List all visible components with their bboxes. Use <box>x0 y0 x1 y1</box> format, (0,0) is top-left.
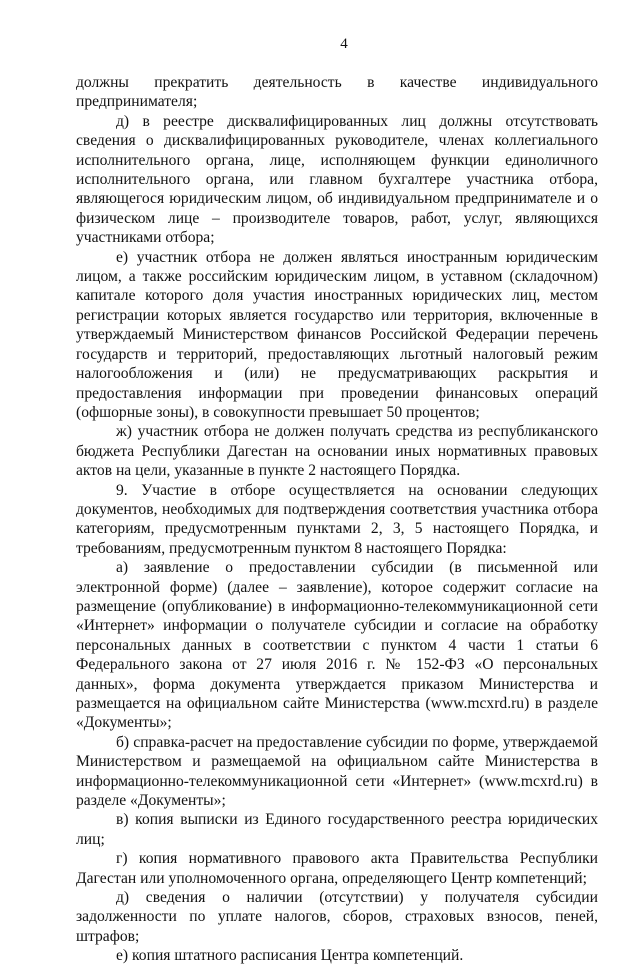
paragraph-item-a-application: а) заявление о предоставлении субсидии (в письменной или электронной форме) (далее – заявление), которое содержит согласие на размещение (опубликование) в информационно-телекоммуникационной сети «Интернет» информации о получателе субсидии и согласие на обработку персональных данных в соответствии с пунктом 4 части 1 статьи 6 Федерального закона от 27 июля 2016 г. № 152-ФЗ «О персональных данных», форма документа утверждается приказом Министерства и размещается на официальном сайте Министерства (www.mcxrd.ru) в разделе «Документы»; <box>76 559 598 732</box>
paragraph-item-g-legal-act: г) копия нормативного правового акта Правительства Республики Дагестан или уполномоченного органа, определяющего Центр компетенций; <box>76 850 598 887</box>
paragraph-section-9: 9. Участие в отборе осуществляется на основании следующих документов, необходимых для подтверждения соответствия участника отбора категориям, предусмотренным пунктами 2, 3, 5 настоящего Порядка, и требованиям, предусмотренным пунктом 8 настоящего Порядка: <box>76 481 598 557</box>
paragraph-item-v-extract: в) копия выписки из Единого государственного реестра юридических лиц; <box>76 811 598 848</box>
paragraph-item-d-disqualified: д) в реестре дисквалифицированных лиц должны отсутствовать сведения о дисквалифицированных руководителе, членах коллегиального исполнительного органа, лице, исполняющем функции единоличного исполнительного органа, или главном бухгалтере участника отбора, являющегося юридическим лицом, об индивидуальном предпринимателе и о физическом лице – производителе товаров, работ, услуг, являющихся участниками отбора; <box>76 112 598 247</box>
paragraph-item-e-foreign: е) участник отбора не должен являться иностранным юридическим лицом, а также российским юридическим лицом, в уставном (складочном) капитале которого доля участия иностранных юридических лиц, местом регистрации которых является государство или территория, включенные в утверждаемый Министерством финансов Российской Федерации перечень государств и территорий, предоставляющих льготный налоговый режим налогообложения и (или) не предусматривающих раскрытия и предоставления информации при проведении финансовых операций (офшорные зоны), в совокупности превышает 50 процентов; <box>76 248 598 421</box>
paragraph-item-e-staff: е) копия штатного расписания Центра компетенций. <box>116 947 464 965</box>
paragraph-item-b-calculation: б) справка-расчет на предоставление субсидии по форме, утверждаемой Министерством и размещаемой на официальном сайте Министерства в информационно-телекоммуникационной сети «Интернет» (www.mcxrd.ru) в разделе «Документы»; <box>76 733 598 810</box>
page-number: 4 <box>340 36 348 52</box>
paragraph-item-zh-budget: ж) участник отбора не должен получать средства из республиканского бюджета Республики Дагестан на основании иных нормативных правовых актов на цели, указанные в пункте 2 настоящего Порядка. <box>76 423 598 480</box>
paragraph-continuation: должны прекратить деятельность в качестве индивидуального предпринимателя; <box>76 74 598 111</box>
paragraph-item-d-tax-info: д) сведения о наличии (отсутствии) у получателя субсидии задолженности по уплате налогов, сборов, страховых взносов, пеней, штрафов; <box>76 889 598 945</box>
